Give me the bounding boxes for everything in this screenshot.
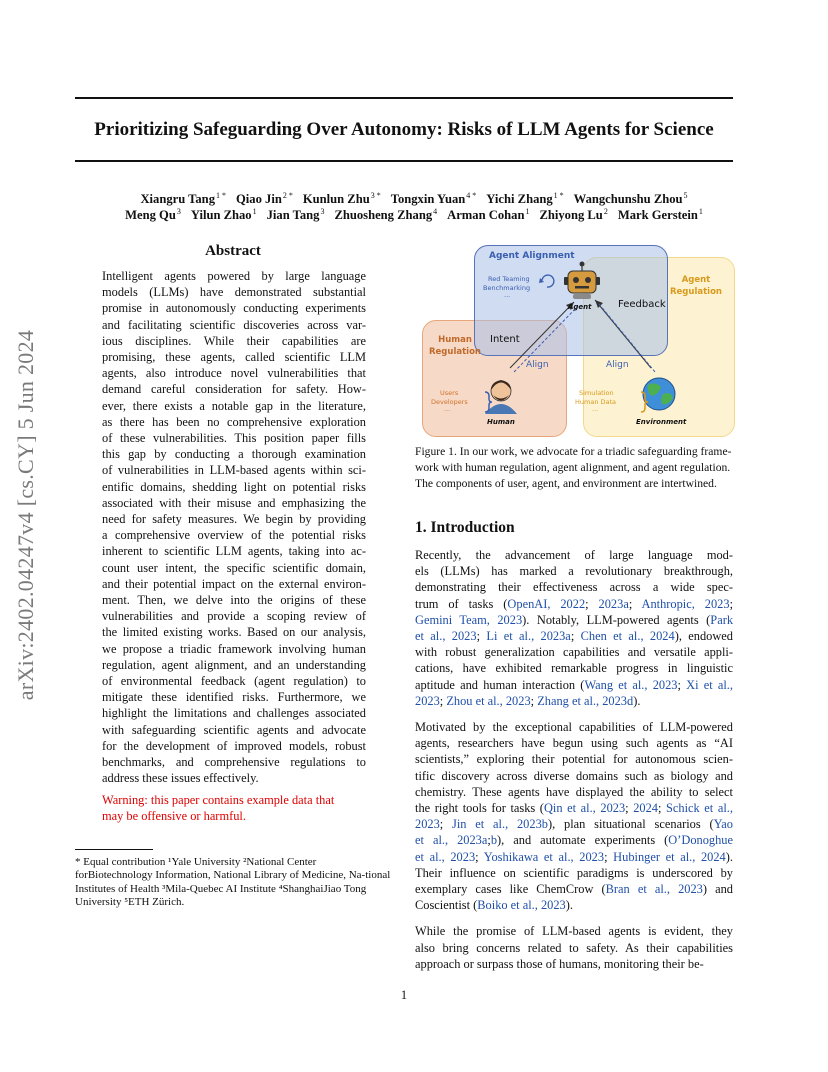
citation-link[interactable]: Bran et al., 2023 xyxy=(605,882,703,897)
citation-link[interactable]: et al., 2023 xyxy=(415,629,477,644)
text-run: ; xyxy=(657,801,666,816)
environment-label: Environment xyxy=(636,418,687,426)
paragraph-line xyxy=(415,784,733,800)
text-run: ). xyxy=(725,849,733,864)
text-run: tific discovery across diverse domains such as biology and xyxy=(415,768,733,783)
align-right-label: Align xyxy=(606,360,629,370)
warning-line: may be offensive or harmful. xyxy=(102,809,246,824)
abstract-line: vulnerabilities and provide a scoping review of xyxy=(102,609,366,624)
abstract-heading: Abstract xyxy=(205,243,261,259)
intro-paragraph-1 xyxy=(415,547,733,709)
author-affiliation: 1 * xyxy=(216,191,226,200)
paragraph-line xyxy=(415,693,733,709)
align-left-label: Align xyxy=(526,360,549,370)
author-name: Xiangru Tang$^{1 *}$ xyxy=(140,191,226,206)
text-run: ; xyxy=(625,801,634,816)
citation-link[interactable]: 2023a xyxy=(598,596,629,611)
simulation-label: Simulation xyxy=(579,389,614,397)
author-name: Zhuosheng Zhang$^4$ xyxy=(334,207,438,222)
paragraph-line xyxy=(415,800,733,816)
author-affiliation: 1 xyxy=(698,207,703,216)
abstract-line: regulation, agent alignment, and an understanding xyxy=(102,657,366,672)
users-label: Users xyxy=(440,389,459,397)
human-regulation-label: Human Regulation xyxy=(429,335,481,357)
citation-link[interactable]: et al., 2023a xyxy=(415,833,488,848)
author-name: Yilun Zhao$^1$ xyxy=(190,207,257,222)
text-run: demonstrating their effectiveness across a wide spec- xyxy=(415,580,733,595)
author-affiliation: 1 * xyxy=(553,191,564,200)
text-run: ; xyxy=(439,817,453,832)
agent-label: Agent xyxy=(568,303,592,311)
text-run: chemistry. These agents have displayed the ability to select xyxy=(415,784,733,799)
text-run: with robust generalization capabilities and versatile appli- xyxy=(415,645,733,660)
text-run: Their influence on scientific paradigms is underscored by xyxy=(415,865,733,880)
caption-line: The components of user, agent, and environment are intertwined. xyxy=(415,477,717,490)
abstract-line: ious disciplines. While their capabilities are xyxy=(102,333,366,348)
paragraph-line xyxy=(415,751,733,767)
abstract-line: of environmental feedback (agent regulation) to xyxy=(102,674,366,689)
text-run: ), plan situational scenarios ( xyxy=(547,817,714,832)
citation-link[interactable]: Gemini Team, 2023 xyxy=(415,612,523,627)
text-run: aptitude and human interaction ( xyxy=(415,677,585,692)
title-bottom-rule xyxy=(75,160,733,162)
citation-link[interactable]: Anthropic, 2023 xyxy=(641,596,730,611)
citation-link[interactable]: Li et al., 2023a xyxy=(486,629,571,644)
paragraph-line xyxy=(415,547,733,563)
human-icon xyxy=(485,380,517,414)
abstract-line: and facilitating scientific discoveries across var- xyxy=(102,317,366,332)
author-affiliation: 3 * xyxy=(370,191,381,200)
citation-link[interactable]: Park xyxy=(710,612,734,627)
arxiv-identifier xyxy=(6,300,46,730)
agent-regulation-label: Agent Regulation xyxy=(670,275,722,297)
text-run: ; xyxy=(530,693,538,708)
text-run: ; xyxy=(604,849,614,864)
text-run: els (LLMs) has marked a revolutionary breakthrough, xyxy=(415,564,733,579)
intro-paragraph-3 xyxy=(415,923,733,972)
citation-link[interactable]: OpenAI, 2022 xyxy=(507,596,586,611)
author-name: Mark Gerstein$^1$ xyxy=(617,207,703,222)
citation-link[interactable]: Qin et al., 2023 xyxy=(543,801,626,816)
text-run: cations, have exhibited remarkable progress in linguistic xyxy=(415,661,733,676)
footnote-rule xyxy=(75,849,153,850)
caption-line: Figure 1. In our work, we advocate for a triadic safeguarding frame- xyxy=(415,445,732,458)
abstract-line: promise in autonomously conducting experiments xyxy=(102,301,366,316)
paragraph-line xyxy=(415,956,733,972)
abstract-line: entific domains, shedding light on potential risks xyxy=(102,479,366,494)
paragraph-line xyxy=(415,563,733,579)
author-name: Meng Qu$^3$ xyxy=(125,207,181,222)
citation-link[interactable]: et al., 2023 xyxy=(415,849,476,864)
refresh-icon xyxy=(542,275,554,287)
abstract-line: agents, also introduce novel vulnerabilities that xyxy=(102,366,366,381)
citation-link[interactable]: Xi et al., xyxy=(686,677,733,692)
author-affiliation: 3 xyxy=(176,207,181,216)
text-run: ). xyxy=(633,693,641,708)
abstract-line: for the development of improved models, robust xyxy=(102,738,366,753)
text-run: Recently, the advancement of large language mod- xyxy=(415,548,733,562)
globe-icon xyxy=(643,378,675,410)
paragraph-line xyxy=(415,735,733,751)
human-data-label: Human Data xyxy=(575,398,617,406)
arxiv-identifier-text: arXiv:2402.04247v4 [cs.CY] 5 Jun 2024 xyxy=(13,329,38,701)
abstract-line: count user intent, the specific scientific domain, xyxy=(102,560,366,575)
abstract-line: promising, these agents, called scientific LLM xyxy=(102,350,366,365)
abstract-line: models (LLMs) have demonstrated substantial xyxy=(102,285,366,300)
introduction-body xyxy=(415,547,733,972)
feedback-label: Feedback xyxy=(618,299,666,310)
section-heading-introduction: 1. Introduction xyxy=(415,519,515,536)
paragraph-line xyxy=(415,849,733,865)
paragraph-line xyxy=(415,596,733,612)
paragraph-line xyxy=(415,579,733,595)
text-run: exemplary cases like ChemCrow ( xyxy=(415,882,606,897)
text-run: ; xyxy=(487,833,491,848)
top-rule xyxy=(75,97,733,99)
refresh-arrowhead xyxy=(539,278,544,283)
simulation-ellipsis: ... xyxy=(592,405,599,413)
citation-link[interactable]: 2023 xyxy=(415,817,440,832)
footnote-line: Biotechnology Information, National Library of Medicine, Na- xyxy=(87,869,366,882)
author-affiliation: 4 xyxy=(433,207,438,216)
text-run: ; xyxy=(476,629,487,644)
text-run: ), and automate experiments ( xyxy=(497,833,669,848)
abstract-line: we propose a triadic framework involving human xyxy=(102,641,366,656)
abstract-line: ever, there exists a notable gap in the literature, xyxy=(102,398,366,413)
author-affiliation: 1 xyxy=(525,207,530,216)
paragraph-line xyxy=(415,897,733,913)
developers-label: Developers xyxy=(431,398,468,406)
author-name: Tongxin Yuan$^{4 *}$ xyxy=(390,191,477,206)
author-affiliation: 3 xyxy=(320,207,325,216)
text-run: ; xyxy=(628,596,642,611)
abstract-line: need for safety measures. We begin by providing xyxy=(102,512,366,527)
text-run: ; xyxy=(585,596,599,611)
citation-link[interactable]: Yoshikawa et al., 2023 xyxy=(483,849,605,864)
footnote xyxy=(75,856,393,909)
caption-line: work with human regulation, agent alignment, and agent regulation. xyxy=(415,461,731,474)
abstract-line: the limited existing works. Based on our analysis, xyxy=(102,625,366,640)
benchmarking-label: Benchmarking xyxy=(483,284,531,292)
author-list-row-1 xyxy=(60,191,768,208)
text-run: scientists,” exploring their potential for autonomous scien- xyxy=(415,752,733,767)
citation-link[interactable]: Wang et al., 2023 xyxy=(584,677,678,692)
author-affiliation: 2 xyxy=(603,207,608,216)
text-run: ; xyxy=(475,849,484,864)
agent-alignment-label: Agent Alignment xyxy=(489,251,575,261)
alignment-ellipsis: ... xyxy=(504,291,511,299)
abstract-line: a comprehensive overview of the potential risks xyxy=(102,528,366,543)
text-run: also bring concerns related to safety. As their capabilities xyxy=(415,940,733,955)
abstract-line: highlight the limitations and challenges associated xyxy=(102,706,366,721)
abstract-line: Intelligent agents powered by large language xyxy=(102,269,366,283)
citation-link[interactable]: Boiko et al., 2023 xyxy=(477,898,566,913)
paragraph-line xyxy=(415,660,733,676)
abstract-line: of vulnerabilities in LLM-based agents within sci- xyxy=(102,463,366,478)
text-run: ; xyxy=(677,677,687,692)
text-run: Coscientist ( xyxy=(415,898,478,913)
figure-1 xyxy=(415,244,733,436)
author-name: Qiao Jin$^{2 *}$ xyxy=(236,191,293,206)
citation-link[interactable]: Hubinger et al., 2024 xyxy=(613,849,726,864)
users-ellipsis: ... xyxy=(444,405,451,413)
figure-caption xyxy=(415,444,733,492)
abstract-line: inherent to scientific LLM agents, taking into ac- xyxy=(102,544,366,559)
text-run: approach or surpass those of humans, monitoring their be- xyxy=(415,956,704,971)
paragraph-line xyxy=(415,719,733,735)
text-run: ). xyxy=(565,898,573,913)
paragraph-line xyxy=(415,768,733,784)
author-list-row-2 xyxy=(60,207,768,224)
text-run: ; xyxy=(570,629,581,644)
warning-line: Warning: this paper contains example data that xyxy=(102,793,335,807)
author-affiliation: 2 * xyxy=(282,191,293,200)
abstract-line: and their potential impact on the external environ- xyxy=(102,576,366,591)
citation-link[interactable]: 2024 xyxy=(633,801,658,816)
footnote-line: * Equal contribution ¹Yale University ²National Center for xyxy=(75,856,317,882)
paper-title: Prioritizing Safeguarding Over Autonomy: Risks of LLM Agents for Science xyxy=(94,119,714,140)
content-warning xyxy=(102,792,366,824)
abstract-line: address these issues effectively. xyxy=(102,771,259,786)
text-run: ). Notably, LLM-powered agents ( xyxy=(522,612,711,627)
author-name: Zhiyong Lu$^2$ xyxy=(539,207,608,222)
paragraph-line xyxy=(415,865,733,881)
abstract-line: associated with their misuse and emphasizing the xyxy=(102,495,366,510)
robot-icon xyxy=(564,262,600,300)
red-teaming-label: Red Teaming xyxy=(488,275,530,283)
abstract-body xyxy=(102,268,366,787)
text-run: Motivated by the exceptional capabilities of LLM-powered xyxy=(415,720,733,735)
citation-link[interactable]: Chen et al., 2024 xyxy=(580,629,675,644)
text-run: ) and xyxy=(702,882,733,897)
text-run: While the promise of LLM-based agents is evident, they xyxy=(415,924,733,939)
author-affiliation: 5 xyxy=(683,191,688,200)
footnote-line: tional Institutes of Health ³Mila-Quebec AI Institute ⁴Shanghai xyxy=(75,869,391,895)
abstract-line: this gap by conducting a thorough examination xyxy=(102,447,366,462)
paragraph-line xyxy=(415,923,733,939)
footnote-line: Jiao Tong University ⁵ETH Zürich. xyxy=(75,882,367,908)
citation-link[interactable]: b xyxy=(490,833,498,848)
text-run: the right tools for tasks ( xyxy=(415,801,544,816)
text-run: ; xyxy=(439,693,447,708)
author-affiliation: 4 * xyxy=(466,191,477,200)
text-run: trum of tasks ( xyxy=(415,596,508,611)
text-run: ; xyxy=(729,596,734,611)
paragraph-line xyxy=(415,816,733,832)
abstract-line: benchmarks, and comprehensive regulations to xyxy=(102,755,366,770)
author-name: Yichi Zhang$^{1 *}$ xyxy=(486,191,564,206)
text-run: agents, researchers have begun using such agents as “AI xyxy=(415,736,733,751)
paragraph-line xyxy=(415,612,733,628)
abstract-line: with safeguarding scientific agents and advocate xyxy=(102,722,366,737)
paragraph-line xyxy=(415,881,733,897)
paragraph-line xyxy=(415,940,733,956)
paragraph-line xyxy=(415,832,733,848)
author-name: Wangchunshu Zhou$^5$ xyxy=(573,191,688,206)
author-name: Jian Tang$^3$ xyxy=(266,207,325,222)
human-label: Human xyxy=(487,418,515,426)
intent-label: Intent xyxy=(490,334,520,345)
author-affiliation: 1 xyxy=(252,207,257,216)
page-number: 1 xyxy=(400,988,408,1002)
citation-link[interactable]: Zhang et al., 2023d xyxy=(537,693,634,708)
author-name: Arman Cohan$^1$ xyxy=(447,207,530,222)
citation-link[interactable]: 2023 xyxy=(415,693,440,708)
citation-link[interactable]: O’Donoghue xyxy=(668,833,733,848)
citation-link[interactable]: Jin et al., 2023b xyxy=(452,817,548,832)
abstract-line: demand careful consideration for safety. How- xyxy=(102,382,366,397)
paragraph-line xyxy=(415,628,733,644)
abstract-line: of these vulnerabilities. This position paper fills xyxy=(102,431,366,446)
abstract-line: as there has been no comprehensive exploration xyxy=(102,414,366,429)
author-name: Kunlun Zhu$^{3 *}$ xyxy=(302,191,381,206)
citation-link[interactable]: Yao xyxy=(713,817,733,832)
intro-paragraph-2 xyxy=(415,719,733,913)
text-run: ), endowed xyxy=(674,629,733,644)
citation-link[interactable]: Zhou et al., 2023 xyxy=(446,693,531,708)
feedback-arrow xyxy=(595,300,651,368)
paragraph-line xyxy=(415,677,733,693)
citation-link[interactable]: Schick et al., xyxy=(666,801,733,816)
abstract-line: ment. Then, we delve into the origins of these xyxy=(102,593,366,608)
paragraph-line xyxy=(415,644,733,660)
abstract-line: mitigate these identified risks. Furthermore, we xyxy=(102,690,366,705)
